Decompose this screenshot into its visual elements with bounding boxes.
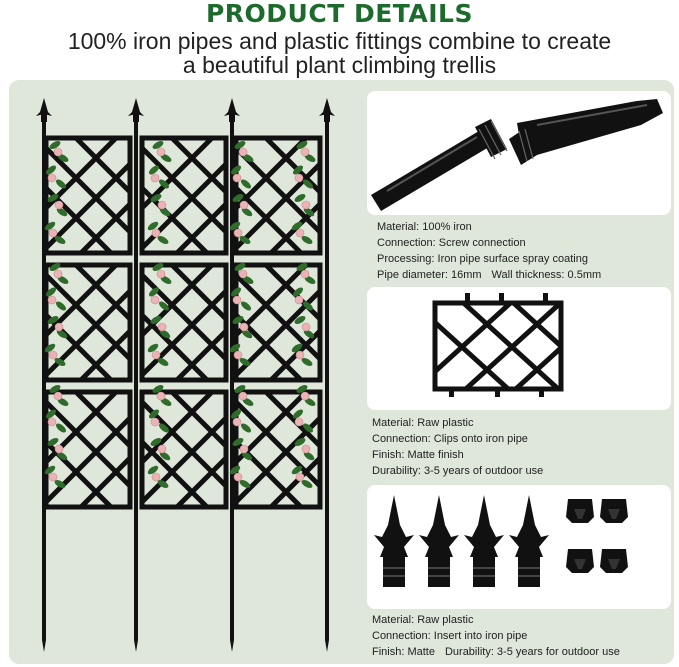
panel-durability: Durability: 3-5 years of outdoor use	[372, 465, 544, 477]
finials-and-caps-image	[367, 485, 671, 609]
subtitle-line-1: 100% iron pipes and plastic fittings combine to create	[67, 28, 612, 54]
pipe-connection: Connection: Screw connection	[377, 237, 526, 249]
pipe-wall-thickness: Wall thickness: 0.5mm	[491, 269, 602, 281]
panel-finish: Finish: Matte finish	[372, 449, 464, 461]
pipe-material: Material: 100% iron	[377, 221, 472, 233]
subtitle-line-2: a beautiful plant climbing trellis	[182, 52, 497, 78]
page-title: PRODUCT DETAILS	[205, 0, 473, 28]
panel-image-card	[367, 287, 671, 410]
tips-finish: Finish: Matte	[372, 646, 435, 658]
pipe-connection-image	[367, 91, 671, 215]
pipe-diameter: Pipe diameter: 16mm	[377, 269, 482, 281]
plastic-panel-image	[367, 287, 671, 410]
tips-material: Material: Raw plastic	[372, 614, 474, 626]
tips-finish-durability	[372, 645, 620, 659]
panel-connection: Connection: Clips onto iron pipe	[372, 433, 528, 445]
tips-durability: Durability: 3-5 years for outdoor use	[444, 646, 620, 658]
pipe-image-card	[367, 91, 671, 215]
pipe-processing: Processing: Iron pipe surface spray coating	[377, 253, 588, 265]
panel-material: Material: Raw plastic	[372, 417, 474, 429]
pipe-dimensions	[377, 268, 601, 282]
tips-image-card	[367, 485, 671, 609]
tips-connection: Connection: Insert into iron pipe	[372, 630, 528, 642]
